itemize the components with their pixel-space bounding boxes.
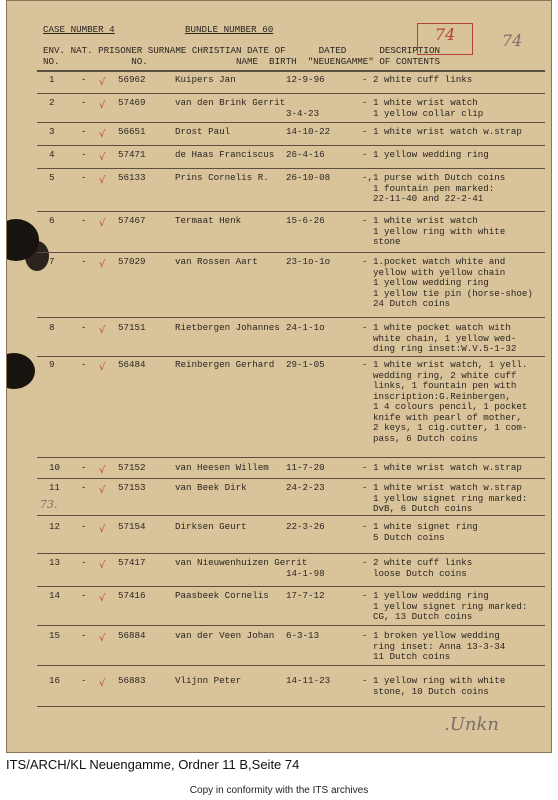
row-divider (37, 252, 545, 253)
cell-name: de Haas Franciscus (175, 149, 275, 160)
row-divider (37, 665, 545, 666)
cell-contents: 1 white pocket watch with white chain, 1 yellow wed- ding ring inset:W.V.5-1-32 (373, 322, 517, 354)
cell-dated: - (362, 97, 368, 108)
cell-env: 12 (49, 521, 61, 532)
cell-env: 13 (49, 557, 61, 568)
row-divider (37, 211, 545, 212)
cell-name: van den Brink Gerrit (175, 97, 286, 108)
cell-contents: 1 broken yellow wedding ring inset: Anna 13-3-34 11 Dutch coins (373, 630, 506, 662)
check-mark-icon: √ (99, 524, 106, 535)
cell-prisoner: 57152 (118, 462, 146, 473)
check-mark-icon: √ (99, 362, 106, 373)
column-headers-line2: NO. NO. NAME BIRTH "NEUENGAMME" OF CONTENTS (43, 56, 440, 67)
cell-nat: - (81, 149, 87, 160)
cell-name: Drost Paul (175, 126, 231, 137)
row-divider (37, 356, 545, 357)
row-divider (37, 515, 545, 516)
bundle-number: BUNDLE NUMBER 60 (185, 24, 274, 35)
cell-name: Dirksen Geurt (175, 521, 247, 532)
check-mark-icon: √ (99, 175, 106, 186)
cell-nat: - (81, 630, 87, 641)
cell-nat: - (81, 256, 87, 267)
cell-nat: - (81, 215, 87, 226)
cell-env: 5 (49, 172, 55, 183)
cell-nat: - (81, 521, 87, 532)
check-mark-icon: √ (99, 77, 106, 88)
cell-dated: - (362, 126, 368, 137)
cell-dob: 11-7-20 (286, 462, 325, 473)
cell-nat: - (81, 557, 87, 568)
cell-name: Rietbergen Johannes (175, 322, 280, 333)
cell-dated: - (362, 675, 368, 686)
page-number-stamp: 74 (417, 23, 473, 55)
cell-prisoner: 57029 (118, 256, 146, 267)
cell-contents: 1 white wrist watch w.strap (373, 126, 522, 137)
cell-dob: 6-3-13 (286, 630, 320, 641)
cell-prisoner: 57467 (118, 215, 146, 226)
cell-name: Prins Cornelis R. (175, 172, 269, 183)
cell-env: 8 (49, 322, 55, 333)
row-divider (37, 625, 545, 626)
cell-dob: 12-9-96 (286, 74, 325, 85)
case-number: CASE NUMBER 4 (43, 24, 115, 35)
cell-name: Termaat Henk (175, 215, 242, 226)
cell-dated: - (362, 482, 368, 493)
cell-prisoner: 57151 (118, 322, 146, 333)
cell-contents: 1 white wrist watch, 1 yell. wedding ring, 2 white cuff links, 1 fountain pen with inscription:G.Reinbergen, 1 4 colours pencil, 1 pocket knife with pearl of mother, 2 keys, 1 cig.cutter, 1 com- pass, 6 Dutch coins (373, 359, 528, 444)
cell-name: van Rossen Aart (175, 256, 258, 267)
cell-dob: 24-2-23 (286, 482, 325, 493)
cell-dob: 26-4-16 (286, 149, 325, 160)
cell-contents: 1 white wrist watch w.strap (373, 462, 522, 473)
cell-prisoner: 57416 (118, 590, 146, 601)
cell-env: 14 (49, 590, 61, 601)
cell-dob: 29-1-05 (286, 359, 325, 370)
cell-dob: 14-1-98 (286, 567, 325, 579)
column-headers-line1: ENV. NAT. PRISONER SURNAME CHRISTIAN DATE OF DATED DESCRIPTION (43, 45, 440, 56)
row-divider (37, 457, 545, 458)
cell-contents: 1 white signet ring 5 Dutch coins (373, 521, 478, 543)
cell-prisoner: 57154 (118, 521, 146, 532)
row-divider (37, 586, 545, 587)
cell-name: Paasbeek Cornelis (175, 590, 269, 601)
cell-dated: - (362, 359, 368, 370)
cell-nat: - (81, 590, 87, 601)
cell-contents: 1 yellow wedding ring (373, 149, 489, 160)
cell-name: van Nieuwenhuizen Gerrit (175, 557, 308, 568)
row-divider (37, 706, 545, 707)
cell-nat: - (81, 675, 87, 686)
cell-dated: - (362, 590, 368, 601)
cell-dob: 26-10-08 (286, 172, 331, 183)
cell-dated: - (362, 322, 368, 333)
cell-nat: - (81, 462, 87, 473)
cell-name: van Beek Dirk (175, 482, 247, 493)
cell-env: 16 (49, 675, 61, 686)
cell-prisoner: 57417 (118, 557, 146, 568)
cell-contents: 1 white wrist watch 1 yellow ring with white stone (373, 215, 506, 247)
cell-env: 9 (49, 359, 55, 370)
cell-name: van der Veen Johan (175, 630, 275, 641)
cell-dated: - (362, 630, 368, 641)
cell-dob: 17-7-12 (286, 590, 325, 601)
cell-env: 6 (49, 215, 55, 226)
conformity-note: Copy in conformity with the ITS archives (189, 785, 369, 796)
cell-nat: - (81, 322, 87, 333)
cell-env: 15 (49, 630, 61, 641)
punch-hole-stain (6, 353, 35, 389)
cell-prisoner: 56484 (118, 359, 146, 370)
cell-dob: 15-6-26 (286, 215, 325, 226)
cell-dob: 22-3-26 (286, 521, 325, 532)
cell-env: 4 (49, 149, 55, 160)
signature: .Unkn (444, 714, 499, 735)
check-mark-icon: √ (99, 560, 106, 571)
row-divider (37, 478, 545, 479)
check-mark-icon: √ (99, 593, 106, 604)
check-mark-icon: √ (99, 633, 106, 644)
cell-prisoner: 56884 (118, 630, 146, 641)
cell-env: 2 (49, 97, 55, 108)
archive-reference: ITS/ARCH/KL Neuengamme, Ordner 11 B,Seite 74 (6, 757, 300, 772)
cell-dob: 3-4-23 (286, 107, 320, 119)
row-divider (37, 145, 545, 146)
cell-prisoner: 57471 (118, 149, 146, 160)
cell-dob: 23-1o-1o (286, 256, 331, 267)
cell-contents: 1.pocket watch white and yellow with yellow chain 1 yellow wedding ring 1 yellow tie pin (horse-shoe) 24 Dutch coins (373, 256, 533, 309)
cell-dated: - (362, 462, 368, 473)
cell-prisoner: 56962 (118, 74, 146, 85)
cell-name: Vlijnn Peter (175, 675, 242, 686)
cell-contents: 2 white cuff links loose Dutch coins (373, 557, 473, 579)
cell-env: 1 (49, 74, 55, 85)
ink-stain (25, 241, 49, 271)
corner-page-number: 74 (502, 31, 523, 50)
cell-env: 11 (49, 482, 61, 493)
check-mark-icon: √ (99, 465, 106, 476)
cell-dated: - (362, 557, 368, 568)
row-divider (37, 553, 545, 554)
check-mark-icon: √ (99, 678, 106, 689)
cell-env: 10 (49, 462, 61, 473)
check-mark-icon: √ (99, 100, 106, 111)
cell-contents: 1 white wrist watch w.strap 1 yellow signet ring marked: DvB, 6 Dutch coins (373, 482, 528, 514)
cell-name: van Heesen Willem (175, 462, 269, 473)
row-divider (37, 122, 545, 123)
margin-note: 73. (40, 498, 58, 511)
cell-nat: - (81, 97, 87, 108)
cell-prisoner: 57469 (118, 97, 146, 108)
check-mark-icon: √ (99, 129, 106, 140)
row-divider (37, 168, 545, 169)
cell-dob: 24-1-1o (286, 322, 325, 333)
cell-nat: - (81, 172, 87, 183)
cell-dated: - (362, 149, 368, 160)
cell-contents: 1 yellow wedding ring 1 yellow signet ring marked: CG, 13 Dutch coins (373, 590, 528, 622)
row-divider (37, 93, 545, 94)
cell-dated: - (362, 74, 368, 85)
cell-nat: - (81, 126, 87, 137)
check-mark-icon: √ (99, 152, 106, 163)
cell-contents: 1 purse with Dutch coins 1 fountain pen marked: 22-11-40 and 22-2-41 (373, 172, 506, 204)
cell-prisoner: 56133 (118, 172, 146, 183)
cell-nat: - (81, 74, 87, 85)
row-divider (37, 317, 545, 318)
check-mark-icon: √ (99, 218, 106, 229)
check-mark-icon: √ (99, 325, 106, 336)
cell-dob: 14-10-22 (286, 126, 331, 137)
cell-nat: - (81, 359, 87, 370)
cell-name: Reinbergen Gerhard (175, 359, 275, 370)
cell-dob: 14-11-23 (286, 675, 331, 686)
cell-prisoner: 56651 (118, 126, 146, 137)
cell-name: Kuipers Jan (175, 74, 236, 85)
cell-dated: - (362, 215, 368, 226)
cell-env: 7 (49, 256, 55, 267)
cell-dated: -, (362, 172, 374, 183)
check-mark-icon: √ (99, 485, 106, 496)
cell-env: 3 (49, 126, 55, 137)
document-page (6, 0, 552, 753)
cell-prisoner: 57153 (118, 482, 146, 493)
cell-dated: - (362, 521, 368, 532)
cell-contents: 1 yellow ring with white stone, 10 Dutch coins (373, 675, 506, 697)
header-rule (37, 70, 545, 72)
check-mark-icon: √ (99, 259, 106, 270)
cell-nat: - (81, 482, 87, 493)
cell-contents: 2 white cuff links (373, 74, 473, 85)
cell-prisoner: 56883 (118, 675, 146, 686)
cell-dated: - (362, 256, 368, 267)
cell-contents: 1 white wrist watch 1 yellow collar clip (373, 97, 484, 119)
